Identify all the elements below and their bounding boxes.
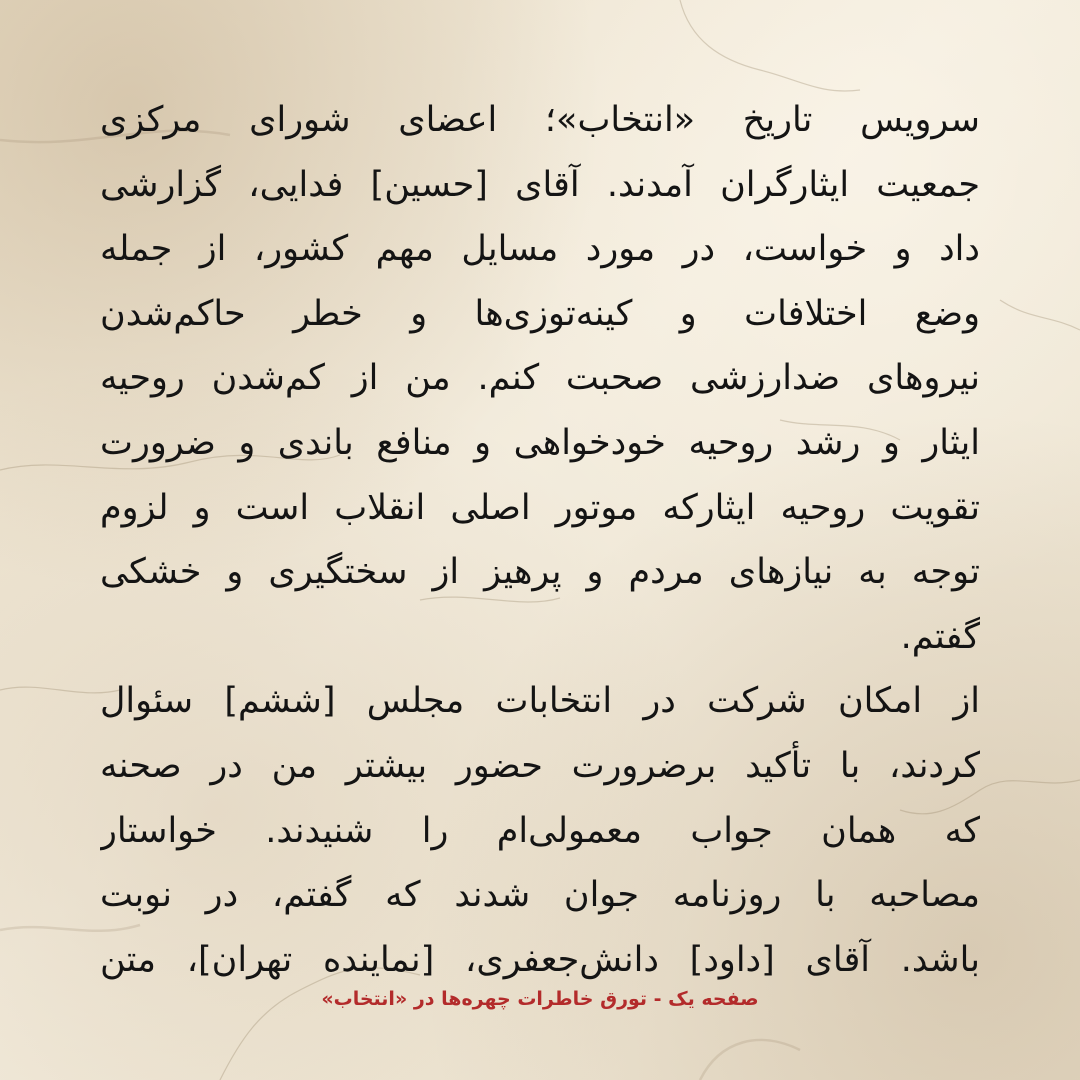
text-line: ایثار و رشد روحیه خودخواهی و منافع باندی و ضرورت: [100, 422, 980, 463]
text-line: تقویت روحیه ایثارکه موتور اصلی انقلاب است و لزوم: [100, 487, 980, 528]
text-line: داد و خواست، در مورد مسایل مهم کشور، از جمله: [100, 229, 980, 270]
article-body: [100, 88, 980, 980]
text-line: جمعیت ایثارگران آمدند. آقای [حسین] فدایی، گزارشی: [100, 164, 980, 205]
text-line: کردند، با تأکید برضرورت حضور بیشتر من در صحنه: [100, 745, 980, 786]
footer-caption: صفحه یک - تورق خاطرات چهره‌ها در «انتخاب»: [321, 988, 759, 1010]
text-line: وضع اختلافات و کینه‌توزی‌ها و خطر حاکم‌شدن: [100, 293, 980, 334]
paragraph-2: [100, 669, 980, 992]
paragraph-1: [100, 88, 980, 669]
text-line: که همان جواب معمولی‌ام را شنیدند. خواستار: [100, 810, 980, 851]
text-line: سرویس تاریخ «انتخاب»؛ اعضای شورای مرکزی: [100, 100, 980, 140]
text-line: توجه به نیازهای مردم و پرهیز از سختگیری و خشکی: [100, 552, 980, 593]
text-line: از امکان شرکت در انتخابات مجلس [ششم] سئوال: [100, 681, 980, 722]
text-line: گفتم.: [900, 616, 980, 657]
text-line: مصاحبه با روزنامه جوان شدند که گفتم، در نوبت: [100, 875, 980, 916]
text-line: نیروهای ضدارزشی صحبت کنم. من از کم‌شدن روحیه: [100, 358, 980, 399]
text-line: باشد. آقای [داود] دانش‌جعفری، [نماینده تهران]، متن: [100, 939, 980, 980]
